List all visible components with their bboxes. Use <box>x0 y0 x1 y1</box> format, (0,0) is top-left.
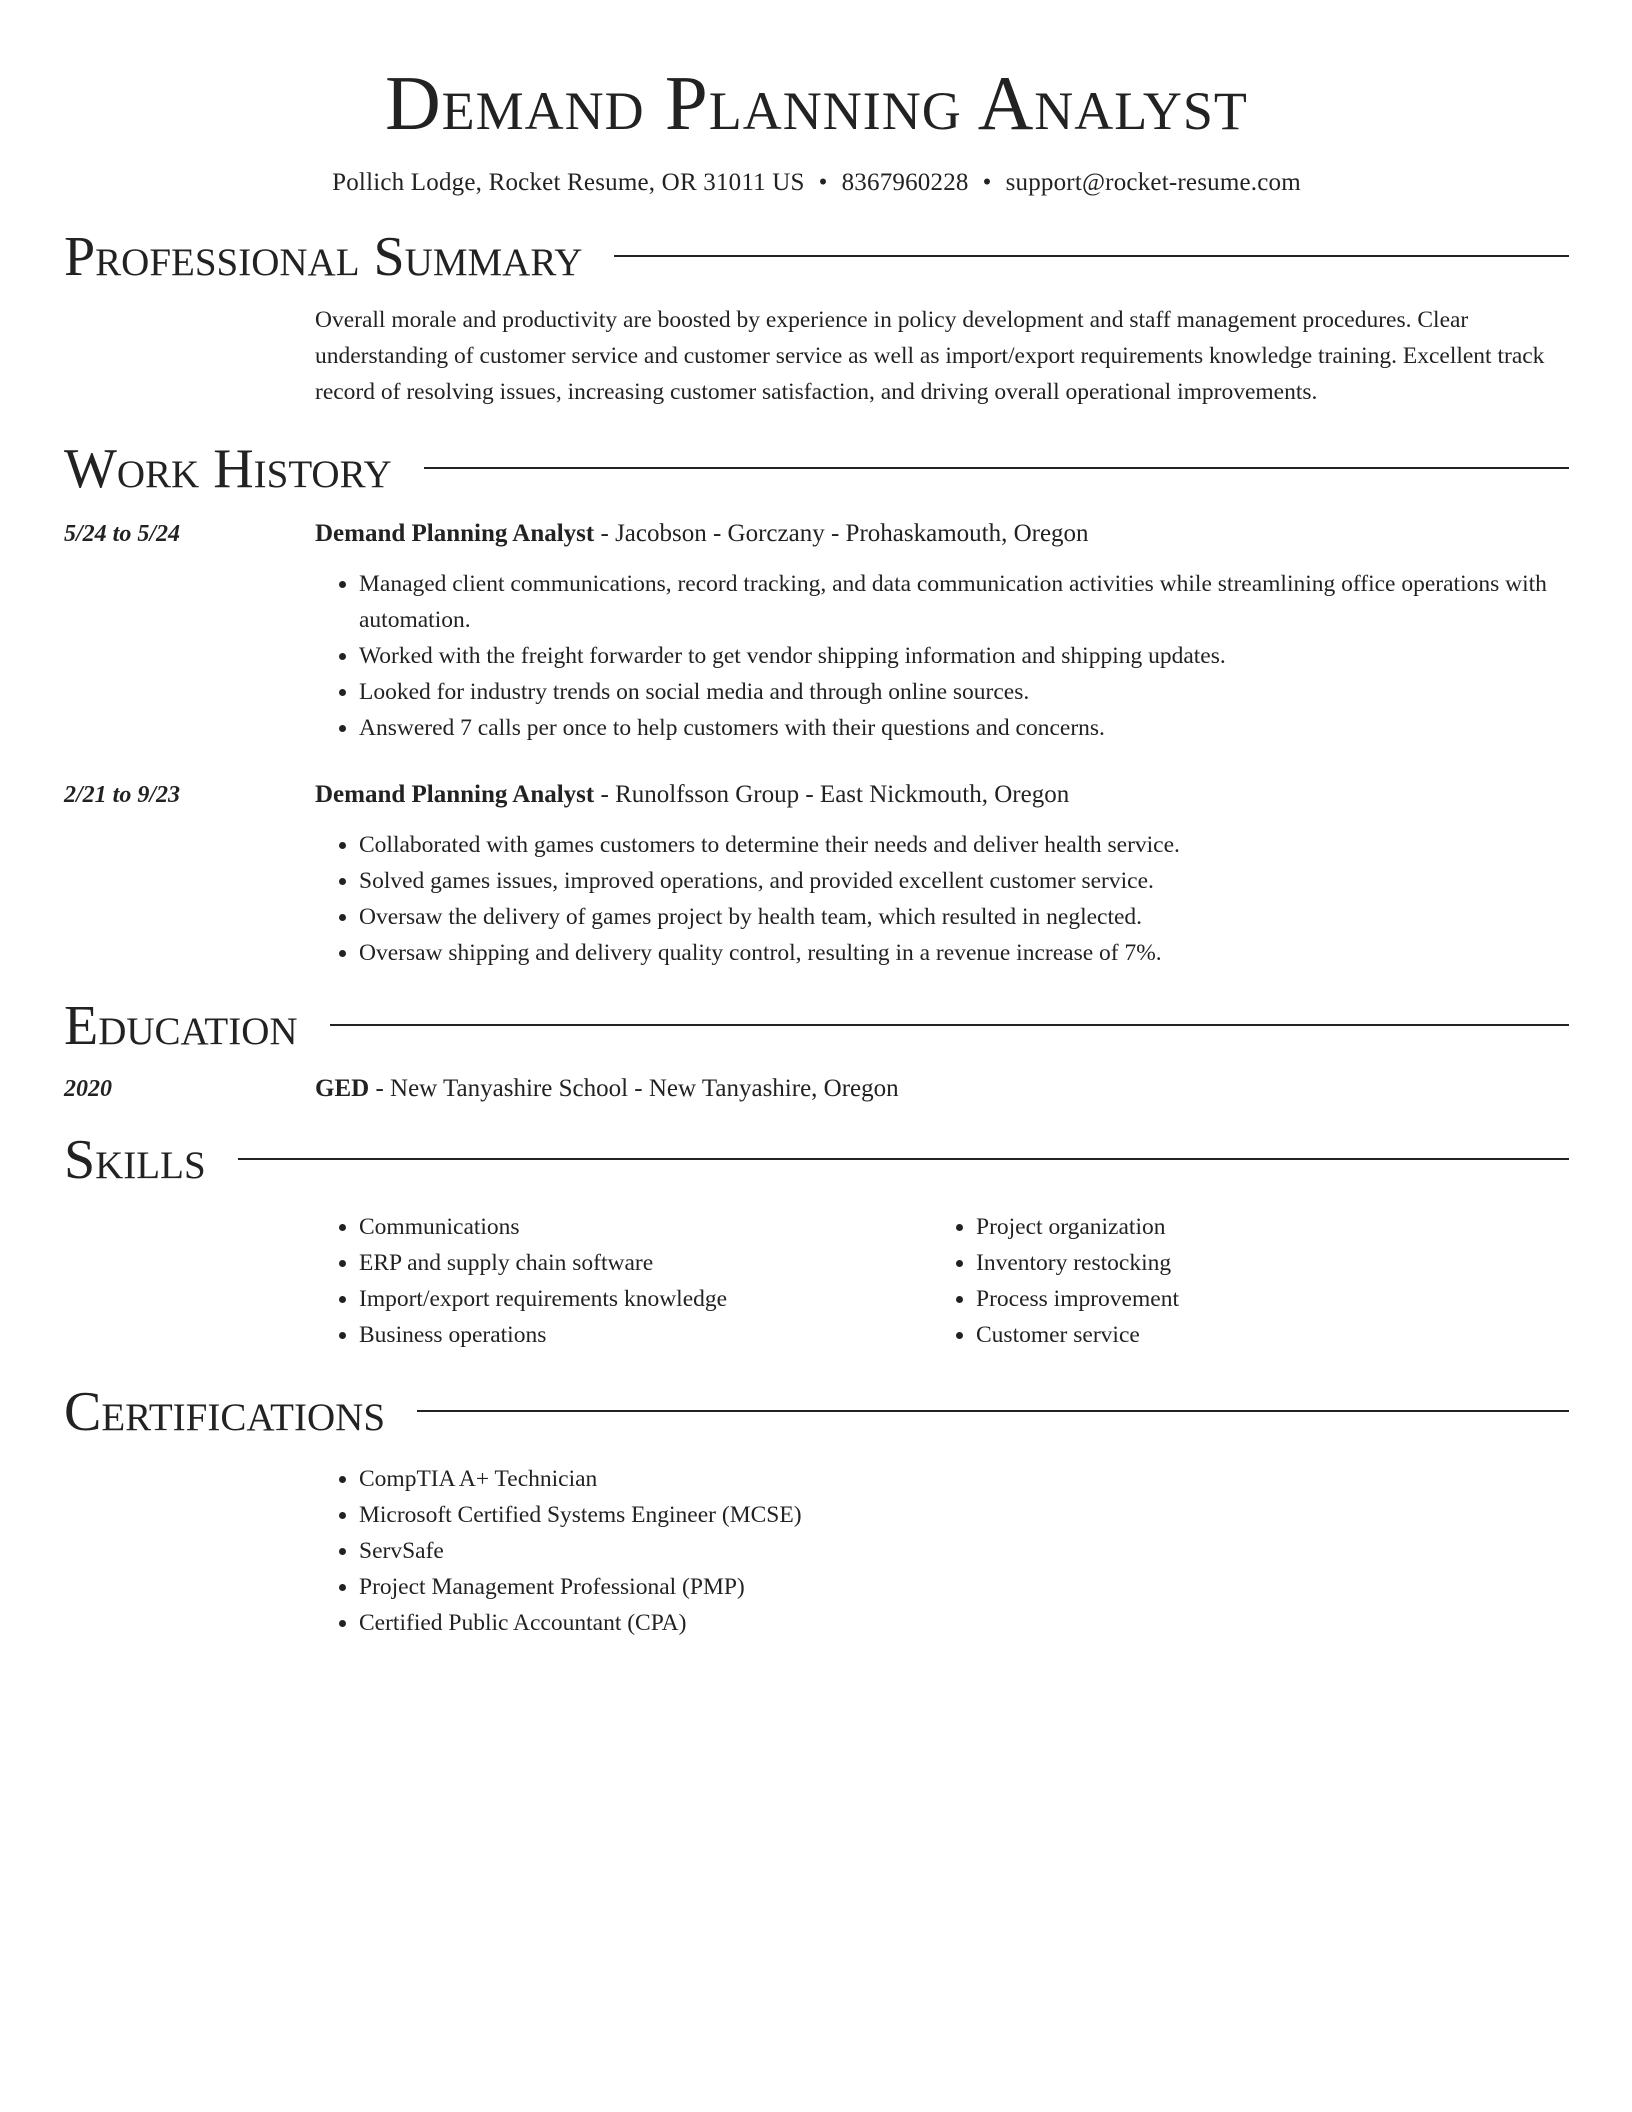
section-divider <box>238 1158 1569 1160</box>
section-header <box>64 1125 1569 1195</box>
education-section <box>64 991 1569 1107</box>
skills-grid <box>315 1209 1569 1353</box>
list-item: • Collaborated with games customers to determine their needs and deliver health service. <box>359 827 1569 863</box>
skill-item: • Import/export requirements knowledge <box>359 1281 932 1317</box>
list-item: • Oversaw shipping and delivery quality control, resulting in a revenue increase of 7%. <box>359 935 1569 971</box>
summary-text: Overall morale and productivity are boosted by experience in policy development and staff management procedures. Clear understanding of customer service and customer service as well as import/export requirements knowledge training. Excellent track record of resolving issues, increasing customer satisfaction, and driving overall operational improvements. <box>315 307 1545 405</box>
section-header <box>64 991 1569 1061</box>
skills-column-right <box>932 1209 1569 1353</box>
job-dates: 2/21 to 9/23 <box>64 782 181 808</box>
job-title: Demand Planning Analyst <box>315 520 595 547</box>
certification-item: • CompTIA A+ Technician <box>359 1461 1569 1497</box>
section-heading: Education <box>64 995 298 1057</box>
job-details: - Runolfsson Group - East Nickmouth, Oregon <box>594 781 1070 808</box>
list-item: • Answered 7 calls per once to help customers with their questions and concerns. <box>359 710 1569 746</box>
section-header <box>64 222 1569 292</box>
contact-address: Pollich Lodge, Rocket Resume, OR 31011 US <box>332 169 805 196</box>
contact-separator: • <box>982 169 992 196</box>
section-header <box>64 434 1569 504</box>
section-divider <box>417 1410 1569 1412</box>
education-degree: GED <box>315 1075 370 1102</box>
list-item: • Managed client communications, record tracking, and data communication activities while streamlining office operations with automation. <box>359 566 1569 638</box>
skill-item: • Customer service <box>976 1317 1569 1353</box>
education-year: 2020 <box>64 1076 112 1102</box>
skill-item: • Project organization <box>976 1209 1569 1245</box>
contact-phone: 8367960228 <box>841 169 969 196</box>
job-dates: 5/24 to 5/24 <box>64 521 181 547</box>
job-bullets <box>315 566 1569 746</box>
education-details: - New Tanyashire School - New Tanyashire, Oregon <box>369 1075 899 1102</box>
section-divider <box>330 1024 1569 1026</box>
job-role-line <box>315 516 1089 552</box>
skill-item: • Business operations <box>359 1317 932 1353</box>
page-title: Demand Planning Analyst <box>385 60 1248 146</box>
certification-item: • Microsoft Certified Systems Engineer (MCSE) <box>359 1497 1569 1533</box>
section-header <box>64 1377 1569 1447</box>
contact-line <box>64 168 1569 198</box>
skills-column-left <box>315 1209 932 1353</box>
list-item: • Worked with the freight forwarder to get vendor shipping information and shipping updates. <box>359 638 1569 674</box>
section-heading: Professional Summary <box>64 226 583 288</box>
resume-page <box>64 0 1569 1641</box>
job-role-line <box>315 777 1069 813</box>
section-heading: Work History <box>64 438 392 500</box>
education-line <box>315 1071 899 1107</box>
certification-item: • Project Management Professional (PMP) <box>359 1569 1569 1605</box>
certifications-section <box>64 1377 1569 1641</box>
job-entry <box>64 777 1569 971</box>
education-entry <box>64 1071 1569 1107</box>
list-item: • Solved games issues, improved operations, and provided excellent customer service. <box>359 863 1569 899</box>
list-item: • Oversaw the delivery of games project by health team, which resulted in neglected. <box>359 899 1569 935</box>
section-divider <box>424 467 1569 469</box>
work-history-section <box>64 434 1569 971</box>
job-title: Demand Planning Analyst <box>315 781 595 808</box>
certification-item: • ServSafe <box>359 1533 1569 1569</box>
certification-item: • Certified Public Accountant (CPA) <box>359 1605 1569 1641</box>
section-heading: Certifications <box>64 1381 386 1443</box>
skills-section <box>64 1125 1569 1353</box>
summary-section <box>64 222 1569 410</box>
skill-item: • Process improvement <box>976 1281 1569 1317</box>
job-entry <box>64 516 1569 746</box>
list-item: • Looked for industry trends on social media and through online sources. <box>359 674 1569 710</box>
certifications-list <box>315 1461 1569 1641</box>
job-details: - Jacobson - Gorczany - Prohaskamouth, Oregon <box>594 520 1089 547</box>
section-divider <box>614 255 1569 257</box>
contact-separator: • <box>818 169 828 196</box>
skill-item: • Inventory restocking <box>976 1245 1569 1281</box>
job-header <box>64 516 1569 552</box>
section-heading: Skills <box>64 1129 206 1191</box>
job-header <box>64 777 1569 813</box>
skill-item: • ERP and supply chain software <box>359 1245 932 1281</box>
contact-email: support@rocket-resume.com <box>1005 169 1301 196</box>
skill-item: • Communications <box>359 1209 932 1245</box>
job-bullets <box>315 827 1569 971</box>
